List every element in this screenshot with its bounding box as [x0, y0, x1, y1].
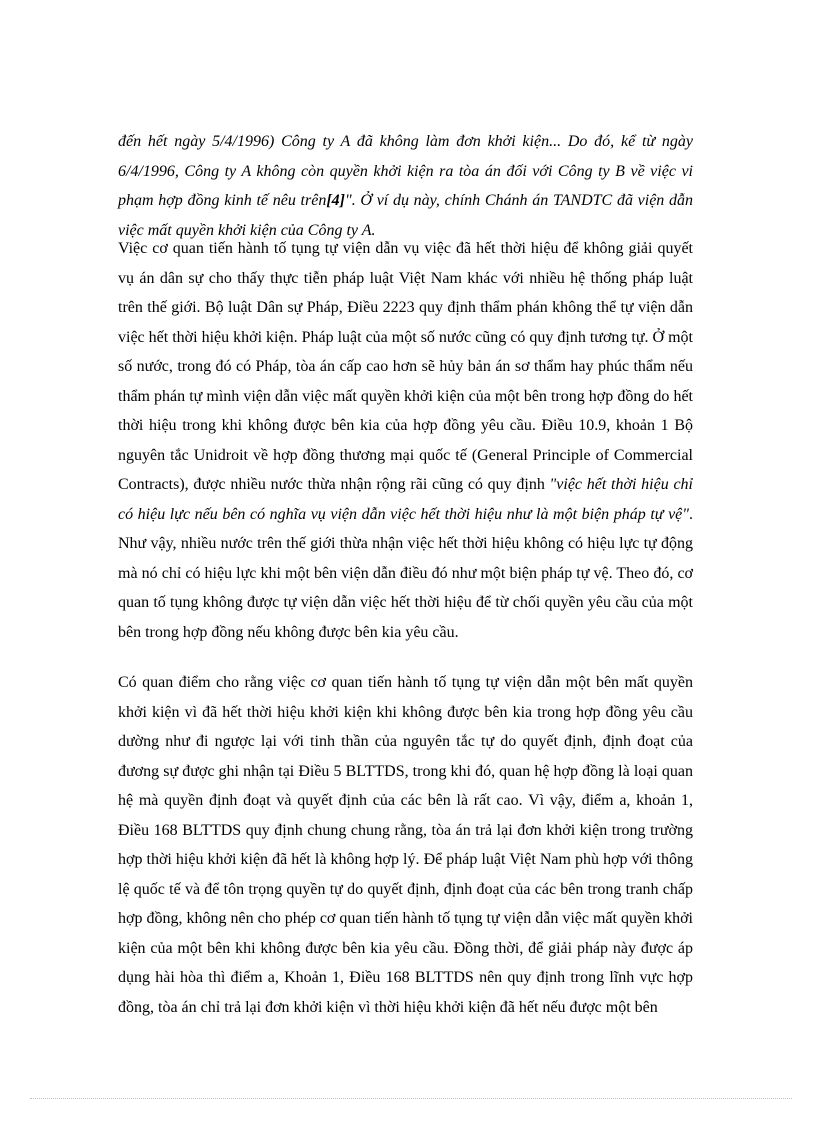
paragraph-2-text-end: . Như vậy, nhiều nước trên thế giới thừa nhận việc hết thời hiệu không có hiệu lực tự động mà nó chỉ có hiệu lực khi một bên viện dẫn điều đó như một biện pháp tự vệ. Theo đó, cơ quan tố tụng không được tự viện dẫn việc hết thời hiệu để từ chối quyền yêu cầu của một bên trong hợp đồng nếu không được bên kia yêu cầu. [118, 505, 693, 641]
page-bottom-divider [30, 1098, 792, 1099]
paragraph-opinion: Có quan điểm cho rằng việc cơ quan tiến hành tố tụng tự viện dẫn một bên mất quyền khởi kiện vì đã hết thời hiệu khởi kiện khi không được bên kia trong hợp đồng yêu cầu dường như đi ngược lại với tinh thần của nguyên tắc tự do quyết định, định đoạt của đương sự được ghi nhận tại Điều 5 BLTTDS, trong khi đó, quan hệ hợp đồng là loại quan hệ mà quyền định đoạt và quyết định của các bên là rất cao. Vì vậy, điểm a, khoản 1, Điều 168 BLTTDS quy định chung chung rằng, tòa án trả lại đơn khởi kiện trong trường hợp thời hiệu khởi kiện đã hết là không hợp lý. Để pháp luật Việt Nam phù hợp với thông lệ quốc tế và để tôn trọng quyền tự do quyết định, định đoạt của các bên trong tranh chấp hợp đồng, không nên cho phép cơ quan tiến hành tố tụng tự viện dẫn việc mất quyền khởi kiện của một bên khi không được bên kia yêu cầu. Đồng thời, để giải pháp này được áp dụng hài hòa thì điểm a, Khoản 1, Điều 168 BLTTDS nên quy định trong lĩnh vực hợp đồng, tòa án chỉ trả lại đơn khởi kiện vì thời hiệu khởi kiện đã hết nếu được một bên [118, 674, 693, 1016]
paragraph-2-text: Việc cơ quan tiến hành tố tụng tự viện dẫn vụ việc đã hết thời hiệu để không giải quyết vụ án dân sự cho thấy thực tiễn pháp luật Việt Nam khác với nhiều hệ thống pháp luật trên thế giới. Bộ luật Dân sự Pháp, Điều 2223 quy định thẩm phán không thể tự viện dẫn việc hết thời hiệu khởi kiện. Pháp luật của một số nước cũng có quy định tương tự. Ở một số nước, trong đó có Pháp, tòa án cấp cao hơn sẽ hủy bản án sơ thẩm hay phúc thẩm nếu thẩm phán tự mình viện dẫn việc mất quyền khởi kiện của một bên trong hợp đồng do hết thời hiệu trong khi không được bên kia của hợp đồng yêu cầu. Điều 10.9, khoản 1 Bộ nguyên tắc Unidroit về hợp đồng thương mại quốc tế (General Principle of Commercial Contracts), được nhiều nước thừa nhận rộng rãi cũng có quy định [118, 240, 693, 493]
paragraph-quote-continuation [118, 127, 693, 245]
footnote-reference[interactable]: [4] [326, 192, 345, 209]
paragraph-1-text-end: ". Ở ví dụ này, chính Chánh án TANDTC đã viện dẫn việc mất quyền khởi kiện của Công ty A. [118, 192, 694, 239]
paragraph-comparative-law [118, 234, 693, 647]
paragraph-1-text: đến hết ngày 5/4/1996) Công ty A đã không làm đơn khởi kiện... Do đó, kể từ ngày 6/4/1996, Công ty A không còn quyền khởi kiện ra tòa án đối với Công ty B về việc vi phạm hợp đồng kinh tế nêu trên [118, 133, 693, 209]
paragraph-2-quote: "việc hết thời hiệu chỉ có hiệu lực nếu bên có nghĩa vụ viện dẫn việc hết thời hiệu như là một biện pháp tự vệ" [118, 476, 693, 523]
